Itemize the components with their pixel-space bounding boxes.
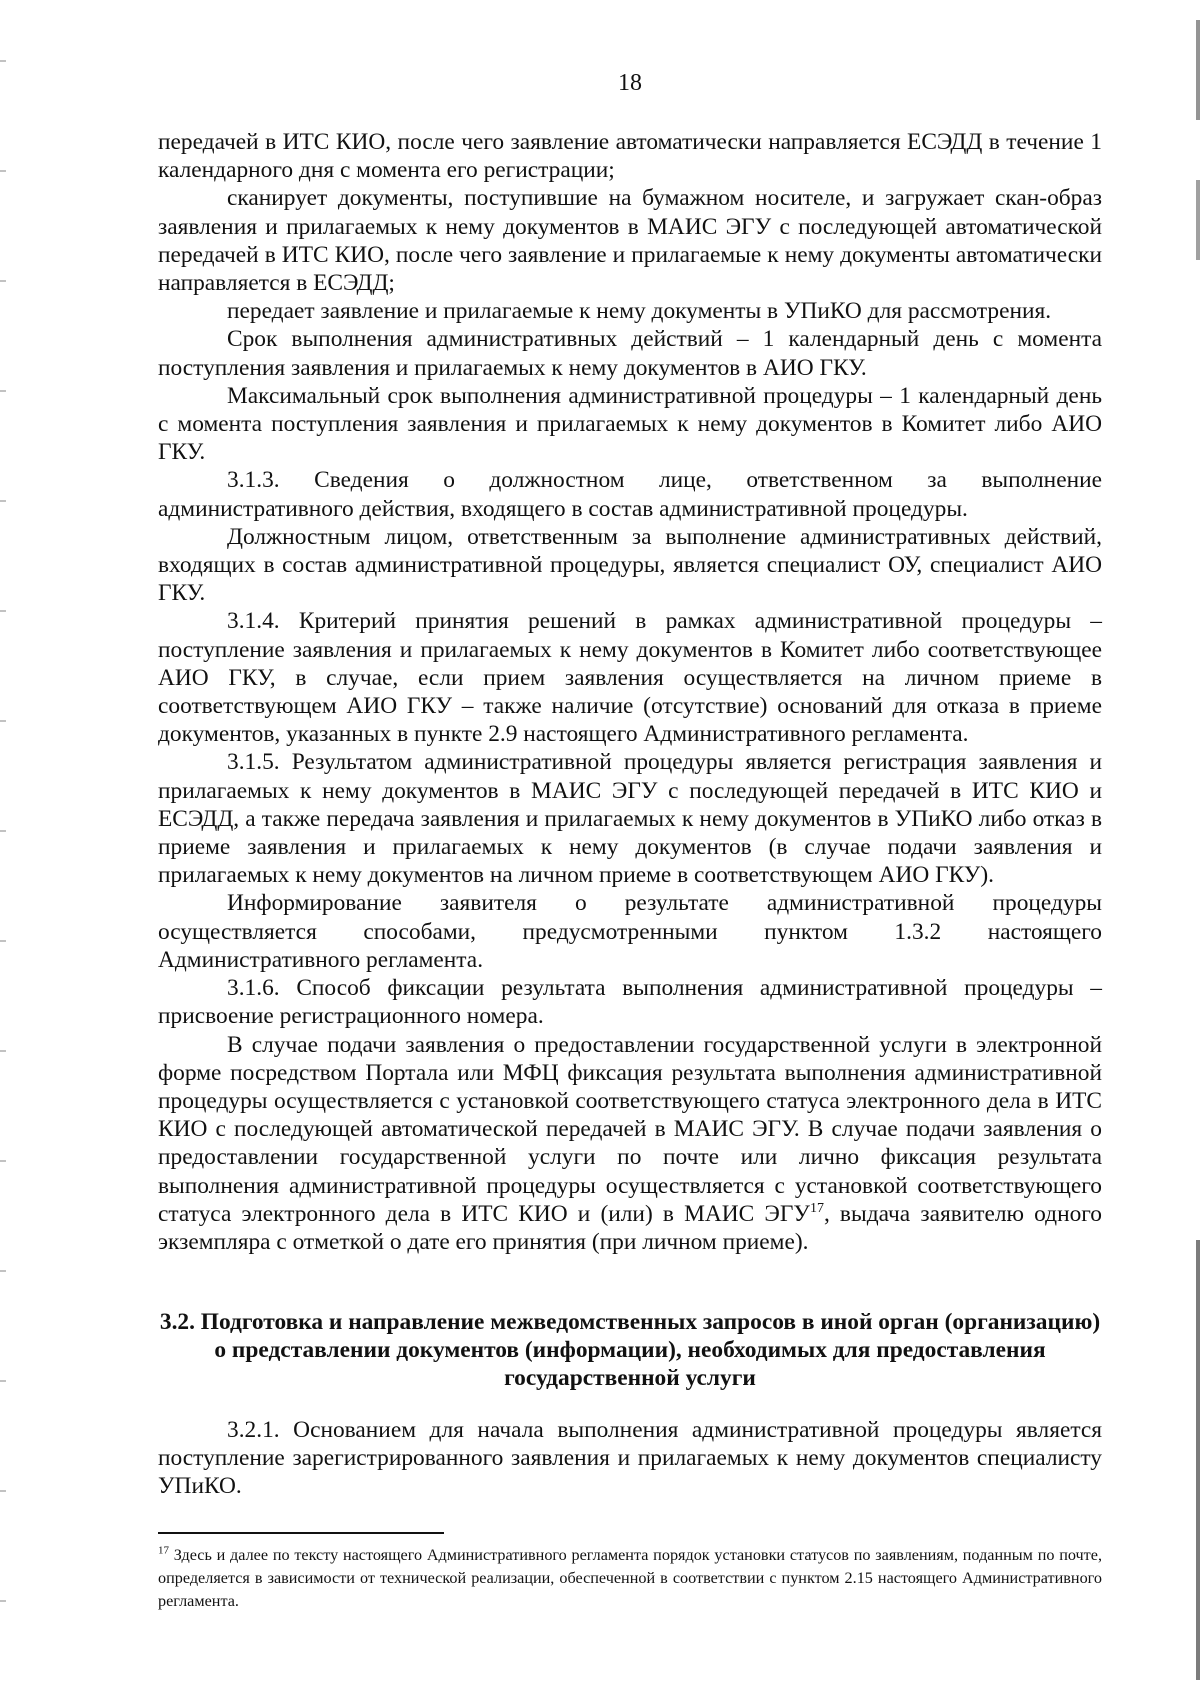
paragraph: сканирует документы, поступившие на бумажном носителе, и загружает скан-образ заявления и прилагаемых к нему документов в МАИС ЭГУ с последующей автоматической передачей в ИТС КИО, после чего заявление и прилагаемые к нему документы автоматически направляется в ЕСЭДД; <box>158 185 1102 297</box>
body-text <box>158 128 1102 1256</box>
footnote-text: Здесь и далее по тексту настоящего Административного регламента порядок установки статусов по заявлениям, поданным по почте, определяется в зависимости от технической реализации, обеспеченной в соответствии с пунктом 2.15 настоящего Административного регламента. <box>158 1546 1102 1610</box>
paragraph-with-footnote <box>158 1031 1102 1257</box>
paragraph: передачей в ИТС КИО, после чего заявление автоматически направляется ЕСЭДД в течение 1 календарного дня с момента его регистрации; <box>158 129 1102 184</box>
page-number: 18 <box>618 70 642 96</box>
paragraph: Срок выполнения административных действий – 1 календарный день с момента поступления заявления и прилагаемых к нему документов в АИО ГКУ. <box>158 326 1102 381</box>
footnote-separator <box>158 1532 444 1534</box>
paragraph-3-2-1: 3.2.1. Основанием для начала выполнения административной процедуры является поступление зарегистрированного заявления и прилагаемых к нему документов специалисту УПиКО. <box>158 1417 1102 1500</box>
section-heading-3-2: 3.2. Подготовка и направление межведомственных запросов в иной орган (организацию) о представлении документов (информации), необходимых для предоставления государственной услуги <box>159 1309 1101 1392</box>
scan-edge-right <box>1196 0 1200 1696</box>
paragraph: Максимальный срок выполнения административной процедуры – 1 календарный день с момента поступления заявления и прилагаемых к нему документов в Комитет либо АИО ГКУ. <box>158 382 1102 466</box>
footnote-mark: 17 <box>158 1544 169 1557</box>
paragraph-text: В случае подачи заявления о предоставлении государственной услуги в электронной форме посредством Портала или МФЦ фиксация результата выполнения административной процедуры осуществляется с установкой соответствующего статуса электронного дела в ИТС КИО с последующей автоматической передачей в МАИС ЭГУ. В случае подачи заявления о предоставлении государственной услуги по почте или лично фиксация результата выполнения административной процедуры осуществляется с установкой соответствующего статуса электронного дела в ИТС КИО и (или) в МАИС ЭГУ <box>158 1031 1102 1227</box>
paragraph: Информирование заявителя о результате административной процедуры осуществляется способами, предусмотренными пунктом 1.3.2 настоящего Административного регламента. <box>158 890 1102 973</box>
paragraph: передает заявление и прилагаемые к нему документы в УПиКО для рассмотрения. <box>227 298 1052 325</box>
footnote-reference[interactable]: 17 <box>809 1200 824 1216</box>
paragraph: Должностным лицом, ответственным за выполнение административных действий, входящих в состав административной процедуры, является специалист ОУ, специалист АИО ГКУ. <box>158 523 1102 607</box>
paragraph-text: , выдача заявителю одного экземпляра с отметкой о дате его принятия (при личном приеме). <box>158 1200 1103 1255</box>
section-body <box>158 1416 1102 1501</box>
scan-edge-left <box>0 0 6 1696</box>
paragraph-3-1-3: 3.1.3. Сведения о должностном лице, ответственном за выполнение административного действия, входящего в состав административной процедуры. <box>158 467 1102 522</box>
footnote <box>158 1544 1102 1613</box>
paragraph-3-1-5: 3.1.5. Результатом административной процедуры является регистрация заявления и прилагаемых к нему документов в МАИС ЭГУ с последующей передачей в ИТС КИО и ЕСЭДД, а также передача заявления и прилагаемых к нему документов в УПиКО либо отказ в приеме заявления и прилагаемых к нему документов (в случае подачи заявления и прилагаемых к нему документов на личном приеме в соответствующем АИО ГКУ). <box>158 749 1102 889</box>
paragraph-3-1-6: 3.1.6. Способ фиксации результата выполнения административной процедуры – присвоение регистрационного номера. <box>158 975 1102 1030</box>
paragraph-3-1-4: 3.1.4. Критерий принятия решений в рамках административной процедуры – поступление заявления и прилагаемых к нему документов в Комитет либо соответствующее АИО ГКУ, в случае, если прием заявления осуществляется на личном приеме в соответствующем АИО ГКУ – также наличие (отсутствие) оснований для отказа в приеме документов, указанных в пункте 2.9 настоящего Административного регламента. <box>158 608 1102 748</box>
